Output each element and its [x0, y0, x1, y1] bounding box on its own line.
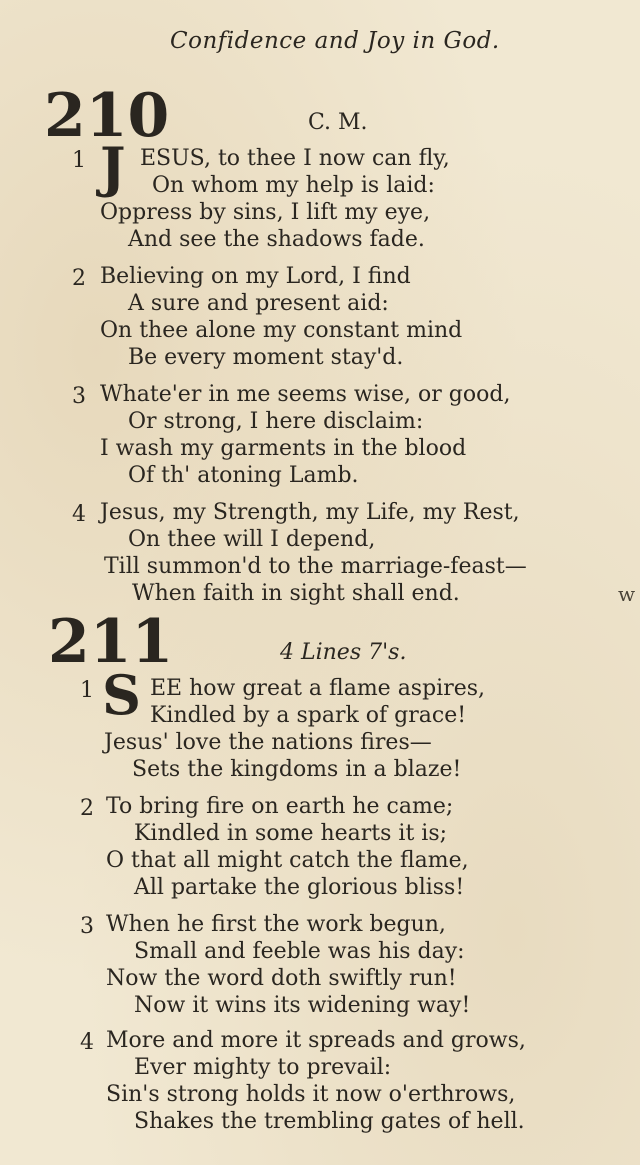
verse-line: O that all might catch the flame,	[106, 848, 469, 873]
verse-line: A sure and present aid:	[128, 291, 389, 316]
verse-line: Kindled by a spark of grace!	[150, 703, 467, 728]
verse-line: Or strong, I here disclaim:	[128, 409, 424, 434]
verse-line: On thee alone my constant mind	[100, 318, 463, 343]
drop-capital: S	[102, 663, 141, 727]
drop-capital: J	[100, 135, 126, 199]
hymn-meter: C. M.	[308, 110, 368, 135]
verse-number: 1	[80, 678, 94, 703]
verse-line: And see the shadows fade.	[128, 227, 425, 252]
verse-line: Of th' atoning Lamb.	[128, 463, 359, 488]
running-head: Confidence and Joy in God.	[170, 28, 500, 54]
verse-line: On thee will I depend,	[128, 527, 376, 552]
verse-line: To bring fire on earth he came;	[106, 794, 454, 819]
verse-line: Oppress by sins, I lift my eye,	[100, 200, 431, 225]
verse-number: 4	[80, 1030, 94, 1055]
verse-line: When he first the work begun,	[106, 912, 446, 937]
verse-line: Jesus' love the nations fires—	[104, 730, 432, 755]
verse-number: 2	[80, 796, 94, 821]
verse-line: Kindled in some hearts it is;	[134, 821, 448, 846]
verse-line: When faith in sight shall end.	[132, 581, 460, 606]
verse-line: ESUS, to thee I now can fly,	[140, 146, 450, 171]
hymn-meter: 4 Lines 7's.	[280, 640, 407, 665]
hymn-number: 210	[44, 81, 170, 151]
verse-number: 1	[72, 148, 86, 173]
verse-number: 2	[72, 266, 86, 291]
verse-line: EE how great a flame aspires,	[150, 676, 486, 701]
verse-line: Small and feeble was his day:	[134, 939, 465, 964]
verse-line: Sin's strong holds it now o'erthrows,	[106, 1082, 516, 1107]
verse-line: More and more it spreads and grows,	[106, 1028, 526, 1053]
verse-line: Whate'er in me seems wise, or good,	[100, 382, 511, 407]
verse-line: I wash my garments in the blood	[100, 436, 467, 461]
verse-line: Shakes the trembling gates of hell.	[134, 1109, 525, 1134]
verse-line: Believing on my Lord, I find	[100, 264, 411, 289]
verse-line: Now it wins its widening way!	[134, 993, 471, 1018]
verse-number: 3	[72, 384, 86, 409]
verse-line: Till summon'd to the marriage-feast—	[104, 554, 527, 579]
margin-fragment: w	[618, 582, 636, 606]
verse-line: Now the word doth swiftly run!	[106, 966, 457, 991]
verse-number: 3	[80, 914, 94, 939]
verse-line: Ever mighty to prevail:	[134, 1055, 392, 1080]
verse-line: Be every moment stay'd.	[128, 345, 404, 370]
hymn-number: 211	[48, 607, 174, 677]
verse-line: All partake the glorious bliss!	[134, 875, 465, 900]
verse-line: Sets the kingdoms in a blaze!	[132, 757, 462, 782]
verse-number: 4	[72, 502, 86, 527]
verse-line: Jesus, my Strength, my Life, my Rest,	[100, 500, 520, 525]
verse-line: On whom my help is laid:	[152, 173, 435, 198]
